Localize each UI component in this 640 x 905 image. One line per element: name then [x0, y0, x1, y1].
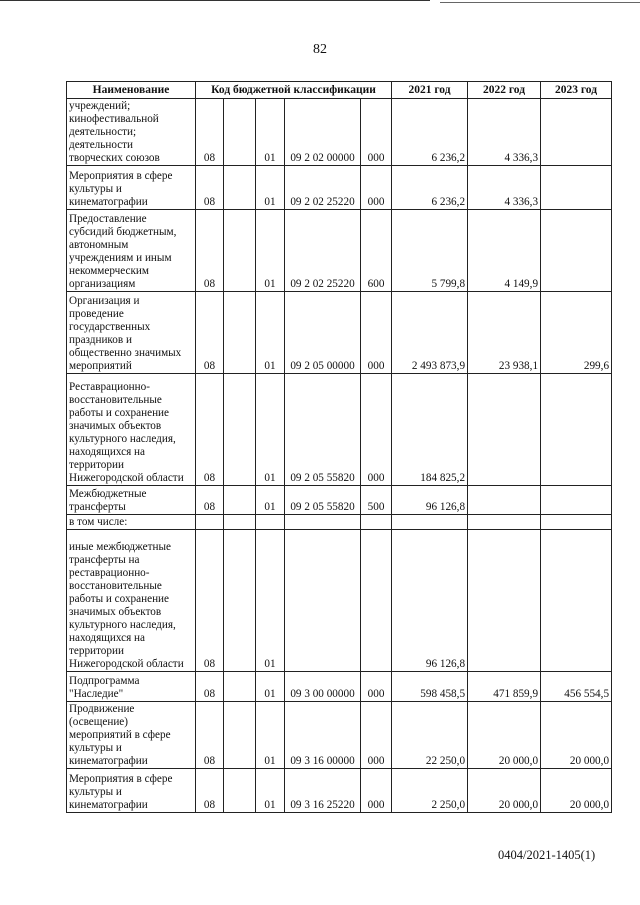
cell-v2021: 6 236,2 [392, 99, 468, 166]
cell-empty [224, 374, 256, 486]
cell-empty [224, 515, 256, 530]
cell-v2021 [392, 515, 468, 530]
cell-name: Организация и проведение государственных праздников и общественно значимых мероприятий [67, 292, 196, 374]
cell-c4 [361, 515, 392, 530]
cell-v2022: 4 336,3 [468, 166, 541, 210]
cell-name: Реставрационно- восстановительные работы и сохранение значимых объектов культурного наследия, находящихся на территории Нижегородской области [67, 374, 196, 486]
cell-v2022 [468, 486, 541, 515]
cell-c2: 01 [256, 702, 285, 769]
page-number: 82 [313, 42, 327, 57]
cell-c4: 000 [361, 702, 392, 769]
cell-c1: 08 [196, 210, 224, 292]
scan-top-edge-right [440, 2, 640, 3]
cell-empty [224, 210, 256, 292]
cell-name: Подпрограмма "Наследие" [67, 672, 196, 702]
cell-c1: 08 [196, 672, 224, 702]
cell-v2021: 2 493 873,9 [392, 292, 468, 374]
cell-v2021: 22 250,0 [392, 702, 468, 769]
cell-c1: 08 [196, 292, 224, 374]
cell-c2: 01 [256, 769, 285, 813]
cell-c3: 09 2 05 55820 [285, 486, 361, 515]
cell-c4: 000 [361, 374, 392, 486]
cell-c3 [285, 530, 361, 672]
cell-v2022 [468, 374, 541, 486]
header-code: Код бюджетной классификации [196, 82, 392, 99]
cell-c4: 000 [361, 672, 392, 702]
cell-c4: 000 [361, 769, 392, 813]
cell-empty [224, 99, 256, 166]
cell-empty [224, 702, 256, 769]
cell-c2: 01 [256, 166, 285, 210]
cell-c3 [285, 515, 361, 530]
cell-c1: 08 [196, 374, 224, 486]
scan-top-edge [0, 0, 430, 1]
cell-name: учреждений; кинофестивальной деятельности; деятельности творческих союзов [67, 99, 196, 166]
cell-v2021: 2 250,0 [392, 769, 468, 813]
cell-v2023 [541, 99, 612, 166]
cell-c2: 01 [256, 374, 285, 486]
cell-v2021: 184 825,2 [392, 374, 468, 486]
document-code: 0404/2021-1405(1) [498, 848, 596, 862]
header-name: Наименование [67, 82, 196, 99]
cell-v2022 [468, 515, 541, 530]
cell-c1: 08 [196, 530, 224, 672]
cell-name: Мероприятия в сфере культуры и кинематографии [67, 769, 196, 813]
cell-c3: 09 2 02 00000 [285, 99, 361, 166]
cell-v2023 [541, 486, 612, 515]
table-row [67, 99, 612, 166]
cell-v2023 [541, 166, 612, 210]
table-row [67, 374, 612, 486]
cell-v2023 [541, 515, 612, 530]
cell-c4 [361, 530, 392, 672]
table-row [67, 769, 612, 813]
cell-v2023 [541, 530, 612, 672]
cell-c3: 09 2 02 25220 [285, 166, 361, 210]
cell-v2021: 5 799,8 [392, 210, 468, 292]
budget-table [66, 81, 612, 813]
cell-v2021: 96 126,8 [392, 530, 468, 672]
cell-empty [224, 530, 256, 672]
table-row [67, 672, 612, 702]
cell-c4: 000 [361, 166, 392, 210]
cell-c1: 08 [196, 166, 224, 210]
cell-c1: 08 [196, 769, 224, 813]
table-row [67, 292, 612, 374]
table-row [67, 486, 612, 515]
header-2022: 2022 год [468, 82, 541, 99]
cell-v2023 [541, 374, 612, 486]
cell-v2022 [468, 530, 541, 672]
cell-name: иные межбюджетные трансферты на реставрационно- восстановительные работы и сохранение значимых объектов культурного наследия, находящихся на территории Нижегородской области [67, 530, 196, 672]
header-2021: 2021 год [392, 82, 468, 99]
cell-v2022: 20 000,0 [468, 769, 541, 813]
cell-v2021: 598 458,5 [392, 672, 468, 702]
cell-c3: 09 2 05 55820 [285, 374, 361, 486]
cell-c1: 08 [196, 99, 224, 166]
table-row [67, 530, 612, 672]
cell-empty [224, 166, 256, 210]
cell-c2: 01 [256, 99, 285, 166]
cell-v2023: 456 554,5 [541, 672, 612, 702]
cell-c2: 01 [256, 486, 285, 515]
table-row [67, 210, 612, 292]
table-row [67, 702, 612, 769]
cell-c1: 08 [196, 702, 224, 769]
cell-name: Предоставление субсидий бюджетным, автономным учреждениям и иным некоммерческим организациям [67, 210, 196, 292]
cell-c4: 000 [361, 99, 392, 166]
cell-v2022: 471 859,9 [468, 672, 541, 702]
cell-c3: 09 3 16 00000 [285, 702, 361, 769]
cell-c2: 01 [256, 530, 285, 672]
cell-v2021: 96 126,8 [392, 486, 468, 515]
cell-empty [224, 769, 256, 813]
cell-c3: 09 2 02 25220 [285, 210, 361, 292]
cell-c2: 01 [256, 672, 285, 702]
cell-empty [224, 672, 256, 702]
cell-c1: 08 [196, 486, 224, 515]
cell-v2021: 6 236,2 [392, 166, 468, 210]
header-2023: 2023 год [541, 82, 612, 99]
cell-name: Мероприятия в сфере культуры и кинематографии [67, 166, 196, 210]
cell-name: в том числе: [67, 515, 196, 530]
cell-name: Межбюджетные трансферты [67, 486, 196, 515]
cell-empty [224, 292, 256, 374]
cell-c2 [256, 515, 285, 530]
cell-c3: 09 2 05 00000 [285, 292, 361, 374]
cell-v2023 [541, 210, 612, 292]
table-row [67, 515, 612, 530]
cell-c3: 09 3 16 25220 [285, 769, 361, 813]
cell-c1 [196, 515, 224, 530]
cell-c3: 09 3 00 00000 [285, 672, 361, 702]
table-header-row [67, 82, 612, 99]
cell-v2022: 4 149,9 [468, 210, 541, 292]
cell-v2023: 20 000,0 [541, 702, 612, 769]
cell-v2023: 20 000,0 [541, 769, 612, 813]
cell-c4: 000 [361, 292, 392, 374]
cell-c4: 500 [361, 486, 392, 515]
cell-c2: 01 [256, 292, 285, 374]
cell-empty [224, 486, 256, 515]
cell-c4: 600 [361, 210, 392, 292]
cell-v2022: 4 336,3 [468, 99, 541, 166]
cell-v2022: 23 938,1 [468, 292, 541, 374]
cell-name: Продвижение (освещение) мероприятий в сфере культуры и кинематографии [67, 702, 196, 769]
cell-v2023: 299,6 [541, 292, 612, 374]
table-row [67, 166, 612, 210]
cell-c2: 01 [256, 210, 285, 292]
cell-v2022: 20 000,0 [468, 702, 541, 769]
